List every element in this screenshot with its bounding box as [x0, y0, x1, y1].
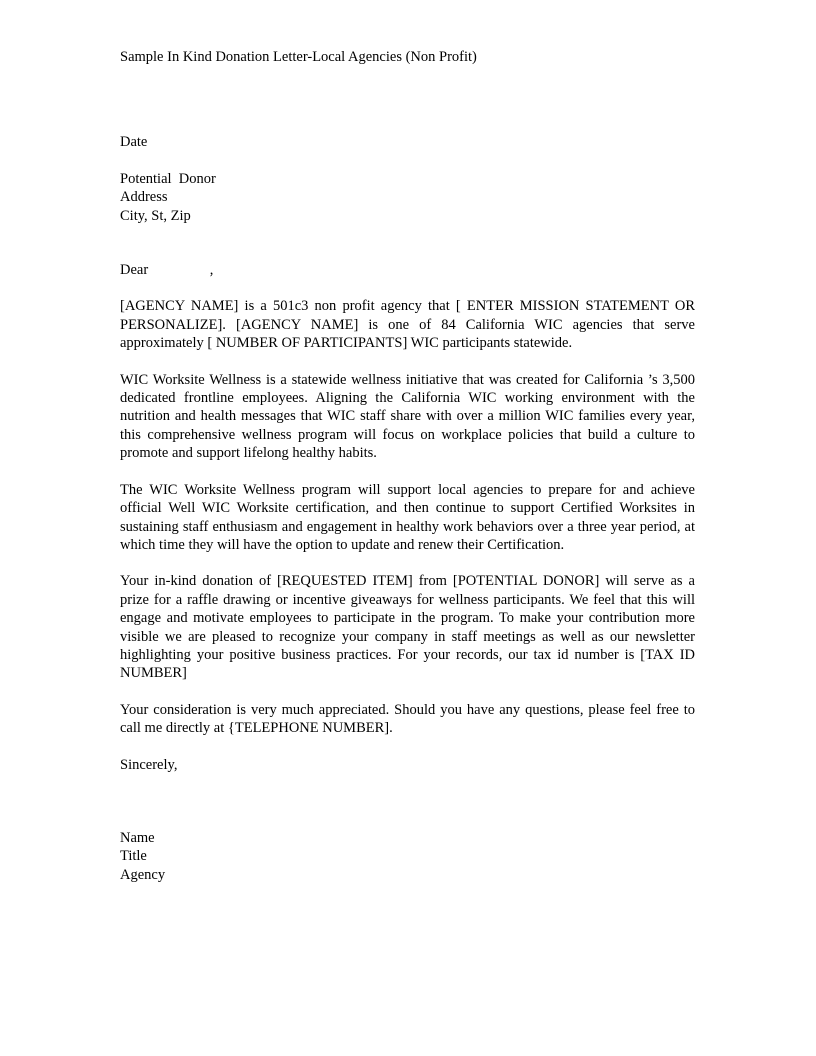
signature-agency: Agency — [120, 866, 166, 883]
signature-name: Name — [120, 829, 155, 846]
recipient-name: Potential Donor — [120, 170, 216, 187]
closing: Sincerely, — [120, 756, 178, 773]
document-title: Sample In Kind Donation Letter-Local Agencies (Non Profit) — [120, 49, 477, 65]
date-line: Date — [120, 134, 148, 151]
paragraph-donation: Your in-kind donation of [REQUESTED ITEM] from [POTENTIAL DONOR] will serve as a prize for a raffle drawing or incentive giveaways for wellness participants. We feel that this will engage and motivate employees to participate in the program. To make your contribution more visible we are pleased to recognize your company in staff meetings as well as our newsletter highlighting your positive business practices. For your records, our tax id number is [TAX ID NUMBER] — [120, 573, 695, 682]
salutation: Dear , — [120, 262, 214, 279]
paragraph-consideration: Your consideration is very much appreciated. Should you have any questions, please feel free to call me directly at {TELEPHONE NUMBER]. — [120, 701, 695, 737]
signature-block — [120, 829, 695, 884]
recipient-address: Address — [120, 189, 168, 206]
letter-body — [120, 48, 695, 884]
signature-title: Title — [120, 848, 147, 865]
paragraph-initiative: WIC Worksite Wellness is a statewide wellness initiative that was created for California ’s 3,500 dedicated frontline employees. Aligning the California WIC working environment with the nutrition and health messages that WIC staff share with over a million WIC families every year, this comprehensive wellness program will focus on workplace policies that build a culture to promote and support lifelong healthy habits. — [120, 371, 695, 462]
paragraph-program: The WIC Worksite Wellness program will support local agencies to prepare for and achieve official Well WIC Worksite certification, and then continue to support Certified Worksites in sustaining staff enthusiasm and engagement in healthy work behaviors over a three year period, at which time they will have the option to update and renew their Certification. — [120, 481, 695, 553]
recipient-block — [120, 170, 695, 225]
recipient-city: City, St, Zip — [120, 207, 191, 224]
paragraph-agency: [AGENCY NAME] is a 501c3 non profit agency that [ ENTER MISSION STATEMENT OR PERSONALIZE]. [AGENCY NAME] is one of 84 California WIC agencies that serve approximately [ NUMBER OF PARTICIPANTS] WIC participants statewide. — [120, 298, 695, 352]
